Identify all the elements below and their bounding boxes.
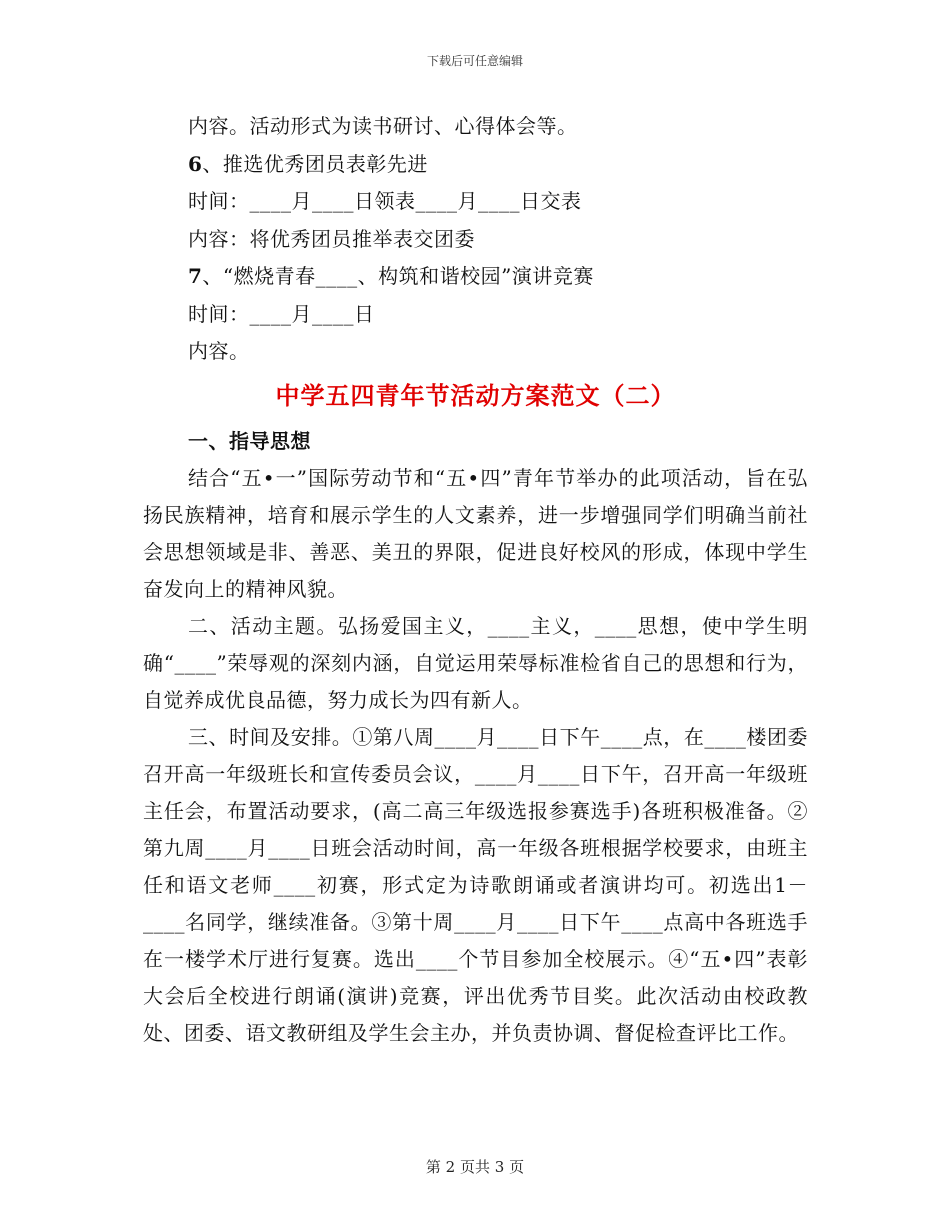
- item-6-time: 时间：____月____日领表____月____日交表: [188, 189, 582, 213]
- item-7-heading: [143, 258, 808, 296]
- item-6-heading: [143, 146, 808, 184]
- item-number: 7: [188, 264, 203, 288]
- page-header: 下载后可任意编辑: [426, 54, 523, 68]
- section-3-paragraph: 三、时间及安排。①第八周____月____日下午____点，在____楼团委召开高一年级班长和宣传委员会议，____月____日下午，召开高一年级班主任会，布置活动要求，(高二高三年级选报参赛选手)各班积极准备。②第九周____月____日班会活动时间，高一年级各班根据学校要求，由班主任和语文老师____初赛，形式定为诗歌朗诵或者演讲均可。初选出1－____名同学，继续准备。③第十周____月____日下午____点高中各班选手在一楼学术厅进行复赛。选出____个节目参加全校展示。④“五•四”表彰大会后全校进行朗诵(演讲)竞赛，评出优秀节目奖。此次活动由校政教处、团委、语文教研组及学生会主办，并负责协调、督促检查评比工作。: [143, 725, 808, 1045]
- section-2-paragraph: 二、活动主题。弘扬爱国主义，____主义，____思想，使中学生明确“____”荣辱观的深刻内涵，自觉运用荣辱标准检省自己的思想和行为，自觉养成优良品德，努力成长为四有新人。: [143, 614, 808, 712]
- item-7-time: 时间：____月____日: [188, 301, 375, 326]
- document-body: [143, 108, 808, 1052]
- item-title: 、“燃烧青春____、构筑和谐校园”演讲竞赛: [202, 264, 594, 288]
- item-6-content: 内容：将优秀团员推举表交团委: [188, 226, 475, 251]
- section-1-paragraph: 结合“五•一”国际劳动节和“五•四”青年节举办的此项活动，旨在弘扬民族精神，培育和展示学生的人文素养，进一步增强同学们明确当前社会思想领域是非、善恶、美丑的界限，促进良好校风的形成，体现中学生奋发向上的精神风貌。: [143, 466, 808, 601]
- document-title: 中学五四青年节活动方案范文（二）: [275, 380, 676, 410]
- section-1-heading: 一、指导思想: [188, 428, 311, 453]
- content-line: 内容。活动形式为读书研讨、心得体会等。: [188, 114, 578, 138]
- item-title: 、推选优秀团员表彰先进: [202, 151, 428, 176]
- item-7-content: 内容。: [188, 339, 250, 363]
- item-number: 6: [188, 151, 203, 176]
- page-footer: 第 2 页共 3 页: [425, 1158, 525, 1176]
